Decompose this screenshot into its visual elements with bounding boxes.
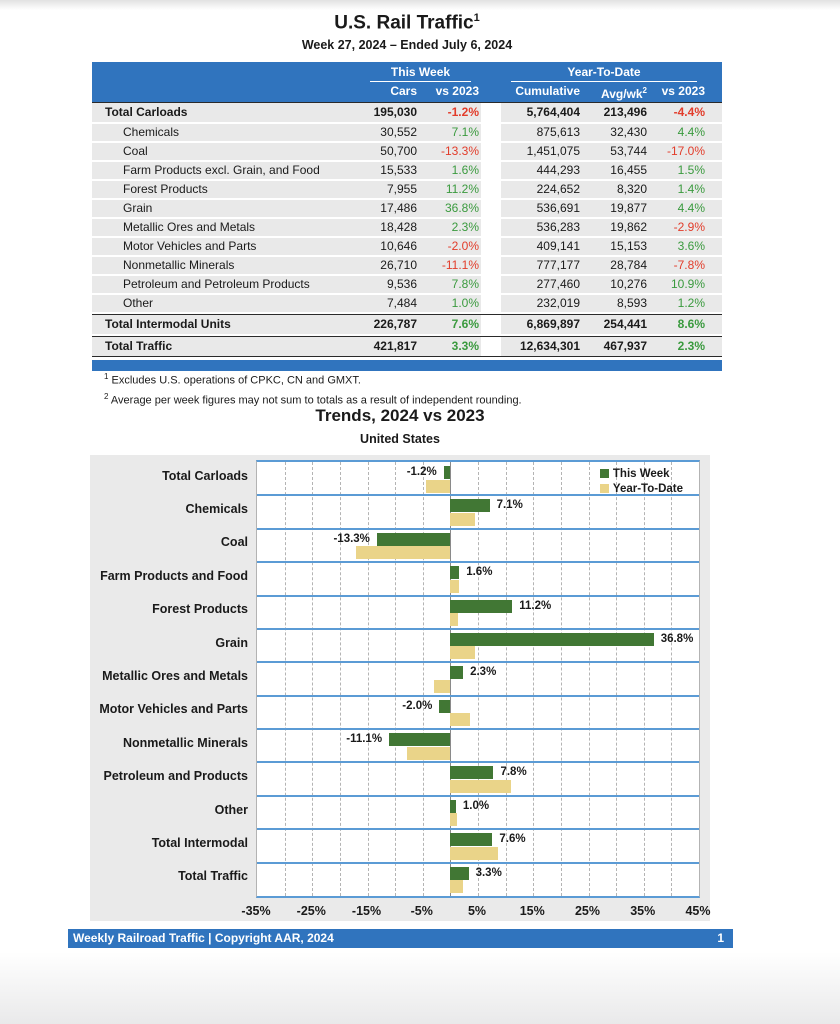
cumulative-value: 777,177 [501, 257, 582, 274]
row-label: Total Carloads [92, 103, 360, 122]
row-label: Motor Vehicles and Parts [92, 238, 360, 255]
group-spacer [481, 315, 501, 334]
row-separator-line [257, 761, 699, 763]
row-label: Forest Products [92, 181, 360, 198]
row-label: Other [92, 295, 360, 312]
group-spacer [481, 124, 501, 141]
table-body [92, 102, 722, 357]
x-axis-tick-label: 35% [630, 904, 656, 918]
row-pad [707, 276, 722, 293]
bar-year-to-date [407, 747, 450, 760]
cars-value: 9,536 [360, 276, 419, 293]
row-pad [707, 143, 722, 160]
footer-text: Weekly Railroad Traffic | Copyright AAR, 2024 [73, 931, 334, 945]
ytd-vs-2023-value: 8.6% [649, 315, 707, 334]
table-header [92, 62, 722, 102]
ytd-vs-2023-value: 1.5% [649, 162, 707, 179]
cumulative-value: 6,869,897 [501, 315, 582, 334]
legend-entry [600, 466, 683, 481]
page-number: 1 [717, 931, 724, 945]
group-spacer [481, 200, 501, 217]
bar-value-label: 36.8% [660, 632, 694, 645]
column-group-year-to-date: Year-To-Date [501, 62, 707, 82]
chart-category-label: Farm Products and Food [100, 568, 248, 583]
row-label: Nonmetallic Minerals [92, 257, 360, 274]
column-header-avg-wk: Avg/$wk^2$ [600, 86, 647, 101]
cars-vs-2023-value: 3.3% [419, 337, 481, 356]
group-spacer [481, 276, 501, 293]
cumulative-value: 536,283 [501, 219, 582, 236]
column-header-cars: Cars [390, 84, 417, 98]
chart-category-label: Petroleum and Products [103, 769, 248, 784]
cumulative-value: 12,634,301 [501, 337, 582, 356]
row-label: Total Intermodal Units [92, 315, 360, 334]
chart-subtitle: United States [360, 432, 440, 446]
bar-year-to-date [426, 480, 450, 493]
footer-bar [68, 929, 733, 948]
ytd-vs-2023-value: -7.8% [649, 257, 707, 274]
chart-plot-area [256, 460, 700, 898]
bar-year-to-date [450, 613, 458, 626]
bar-year-to-date [450, 580, 458, 593]
x-axis-tick-label: -5% [410, 904, 433, 918]
row-pad [707, 257, 722, 274]
group-spacer [481, 337, 501, 356]
x-axis-tick-label: 25% [574, 904, 601, 918]
column-header-vs2023-week: vs 2023 [435, 84, 479, 98]
chart-category-label: Coal [220, 535, 248, 550]
avg-wk-value: 15,153 [582, 238, 649, 255]
x-axis-tick-label: 15% [519, 904, 545, 918]
avg-wk-value: 8,593 [582, 295, 649, 312]
table-row [92, 181, 722, 198]
bar-this-week [450, 633, 653, 646]
chart-category-label: Total Traffic [178, 869, 248, 884]
ytd-vs-2023-value: -17.0% [649, 143, 707, 160]
cars-vs-2023-value: -1.2% [419, 103, 481, 122]
x-axis-tick-label: 5% [467, 904, 487, 918]
footnote-2: $^2$ Average per week figures may not sum to totals as a result of independent rounding. [104, 391, 522, 407]
table-row [92, 336, 722, 357]
table-row [92, 238, 722, 255]
trends-bar-chart [90, 455, 710, 921]
bar-this-week [377, 533, 450, 546]
bar-this-week [450, 499, 489, 512]
page-title [92, 12, 722, 34]
row-label: Grain [92, 200, 360, 217]
cars-vs-2023-value: 7.8% [419, 276, 481, 293]
bar-this-week [450, 666, 463, 679]
bar-this-week [439, 700, 450, 713]
table-row [92, 314, 722, 334]
group-spacer [481, 295, 501, 312]
ytd-vs-2023-value: 1.4% [649, 181, 707, 198]
cars-value: 26,710 [360, 257, 419, 274]
bar-this-week [389, 733, 450, 746]
cumulative-value: 875,613 [501, 124, 582, 141]
table-row [92, 124, 722, 141]
row-separator-line [257, 628, 699, 630]
table-row [92, 219, 722, 236]
table-row [92, 257, 722, 274]
row-label: Metallic Ores and Metals [92, 219, 360, 236]
row-pad [707, 103, 722, 122]
bar-this-week [450, 867, 468, 880]
row-pad [707, 124, 722, 141]
bar-this-week [450, 833, 492, 846]
cars-vs-2023-value: 7.1% [419, 124, 481, 141]
table-bottom-bar [92, 360, 722, 371]
page-title-text: U.S. Rail Traffic [334, 12, 474, 34]
row-pad [707, 337, 722, 356]
x-axis-tick-label: -25% [296, 904, 326, 918]
cars-vs-2023-value: 36.8% [419, 200, 481, 217]
group-spacer [481, 162, 501, 179]
row-pad [707, 315, 722, 334]
row-separator-line [257, 595, 699, 597]
legend-swatch-year-to-date [600, 484, 609, 493]
bar-year-to-date [450, 513, 474, 526]
cars-value: 50,700 [360, 143, 419, 160]
cumulative-value: 1,451,075 [501, 143, 582, 160]
cars-vs-2023-value: -2.0% [419, 238, 481, 255]
row-label: Coal [92, 143, 360, 160]
cars-value: 226,787 [360, 315, 419, 334]
chart-category-label: Motor Vehicles and Parts [99, 702, 248, 717]
table-row [92, 102, 722, 122]
avg-wk-value: 53,744 [582, 143, 649, 160]
cars-vs-2023-value: 2.3% [419, 219, 481, 236]
chart-category-label: Grain [215, 635, 248, 650]
row-separator-line [257, 561, 699, 563]
document-header [92, 12, 722, 52]
chart-category-label: Other [214, 802, 248, 817]
legend-swatch-this-week [600, 469, 609, 478]
ytd-vs-2023-value: 3.6% [649, 238, 707, 255]
bar-this-week [450, 766, 493, 779]
table-row [92, 143, 722, 160]
chart-category-label: Chemicals [185, 502, 248, 517]
rail-traffic-table [92, 62, 722, 371]
cars-value: 195,030 [360, 103, 419, 122]
bar-this-week [444, 466, 451, 479]
ytd-vs-2023-value: 4.4% [649, 200, 707, 217]
bar-value-label: 1.6% [466, 566, 493, 579]
ytd-vs-2023-value: 4.4% [649, 124, 707, 141]
chart-category-label: Total Carloads [162, 468, 248, 483]
cars-value: 10,646 [360, 238, 419, 255]
bar-year-to-date [450, 646, 474, 659]
bar-this-week [450, 600, 512, 613]
cars-vs-2023-value: -11.1% [419, 257, 481, 274]
footnote-1: $^1$ Excludes U.S. operations of CPKC, CN and GMXT. [104, 372, 361, 387]
cars-vs-2023-value: -13.3% [419, 143, 481, 160]
bar-year-to-date [450, 847, 498, 860]
bar-value-label: -2.0% [402, 699, 433, 712]
legend-label: This Week [612, 467, 670, 480]
avg-wk-value: 10,276 [582, 276, 649, 293]
bar-value-label: 7.6% [499, 833, 526, 846]
row-separator-line [257, 661, 699, 663]
cumulative-value: 232,019 [501, 295, 582, 312]
bar-this-week [450, 566, 459, 579]
bar-year-to-date [450, 880, 463, 893]
row-pad [707, 181, 722, 198]
page-subtitle: Week 27, 2024 – Ended July 6, 2024 [301, 38, 513, 53]
bar-value-label: 1.0% [462, 799, 490, 812]
cars-vs-2023-value: 1.6% [419, 162, 481, 179]
bar-value-label: 3.3% [475, 866, 502, 879]
cumulative-value: 224,652 [501, 181, 582, 198]
avg-wk-value: 8,320 [582, 181, 649, 198]
cars-vs-2023-value: 11.2% [419, 181, 481, 198]
row-label: Petroleum and Petroleum Products [92, 276, 360, 293]
chart-title: Trends, 2024 vs 2023 [315, 406, 485, 425]
row-pad [707, 238, 722, 255]
row-separator-line [257, 862, 699, 864]
column-header-cumulative: Cumulative [515, 84, 580, 98]
bar-value-label: 7.8% [500, 766, 527, 779]
bar-value-label: -13.3% [333, 532, 370, 545]
chart-category-label: Total Intermodal [151, 835, 248, 850]
group-spacer [481, 181, 501, 198]
ytd-vs-2023-value: 2.3% [649, 337, 707, 356]
cumulative-value: 409,141 [501, 238, 582, 255]
group-spacer [481, 257, 501, 274]
bar-value-label: -1.2% [406, 466, 437, 478]
table-row [92, 276, 722, 293]
bar-year-to-date [356, 546, 450, 559]
bar-year-to-date [450, 813, 457, 826]
table-row [92, 200, 722, 217]
group-spacer [481, 238, 501, 255]
row-label: Total Traffic [92, 337, 360, 356]
bar-year-to-date [450, 780, 510, 793]
chart-legend [600, 466, 683, 496]
row-separator-line [257, 528, 699, 530]
row-pad [707, 162, 722, 179]
group-spacer [481, 143, 501, 160]
table-row [92, 295, 722, 312]
row-pad [707, 200, 722, 217]
avg-wk-value: 16,455 [582, 162, 649, 179]
cars-value: 15,533 [360, 162, 419, 179]
row-separator-line [257, 795, 699, 797]
row-pad [707, 295, 722, 312]
legend-entry [600, 481, 683, 496]
cumulative-value: 444,293 [501, 162, 582, 179]
bar-year-to-date [434, 680, 450, 693]
row-label: Chemicals [92, 124, 360, 141]
row-pad [707, 219, 722, 236]
cars-value: 7,484 [360, 295, 419, 312]
cumulative-value: 5,764,404 [501, 103, 582, 122]
avg-wk-value: 467,937 [582, 337, 649, 356]
avg-wk-value: 254,441 [582, 315, 649, 334]
group-spacer [481, 219, 501, 236]
cars-value: 17,486 [360, 200, 419, 217]
avg-wk-value: 19,862 [582, 219, 649, 236]
bar-value-label: -11.1% [346, 733, 383, 746]
group-spacer [481, 103, 501, 122]
page-bottom-edge [0, 952, 840, 1024]
legend-label: Year-To-Date [612, 482, 683, 495]
column-header-vs2023-ytd: vs 2023 [661, 84, 705, 98]
ytd-vs-2023-value: 1.2% [649, 295, 707, 312]
page-top-edge [0, 0, 840, 10]
x-axis-tick-label: -15% [351, 904, 382, 918]
ytd-vs-2023-value: -2.9% [649, 219, 707, 236]
chart-category-label: Metallic Ores and Metals [102, 669, 248, 683]
page-title-superscript: 1 [473, 12, 480, 24]
bar-value-label: 11.2% [519, 599, 552, 612]
avg-wk-value: 213,496 [582, 103, 649, 122]
cars-value: 18,428 [360, 219, 419, 236]
cars-vs-2023-value: 7.6% [419, 315, 481, 334]
ytd-vs-2023-value: -4.4% [649, 103, 707, 122]
bar-value-label: 2.3% [470, 666, 497, 679]
bar-year-to-date [450, 713, 470, 726]
cars-value: 30,552 [360, 124, 419, 141]
row-separator-line [257, 828, 699, 830]
column-group-this-week: This Week [360, 62, 481, 82]
chart-category-label: Forest Products [152, 602, 248, 617]
avg-wk-value: 28,784 [582, 257, 649, 274]
cumulative-value: 536,691 [501, 200, 582, 217]
table-row [92, 162, 722, 179]
cars-value: 7,955 [360, 181, 419, 198]
cars-value: 421,817 [360, 337, 419, 356]
avg-wk-value: 32,430 [582, 124, 649, 141]
x-axis-tick-label: 45% [685, 904, 711, 918]
chart-category-label: Nonmetallic Minerals [122, 735, 248, 750]
row-separator-line [257, 695, 699, 697]
row-label: Farm Products excl. Grain, and Food [92, 162, 360, 179]
avg-wk-value: 19,877 [582, 200, 649, 217]
x-axis-tick-label: -35% [241, 904, 271, 918]
cumulative-value: 277,460 [501, 276, 582, 293]
chart-header [90, 406, 710, 446]
ytd-vs-2023-value: 10.9% [649, 276, 707, 293]
row-separator-line [257, 728, 699, 730]
bar-this-week [450, 800, 456, 813]
cars-vs-2023-value: 1.0% [419, 295, 481, 312]
bar-value-label: 7.1% [496, 499, 523, 512]
